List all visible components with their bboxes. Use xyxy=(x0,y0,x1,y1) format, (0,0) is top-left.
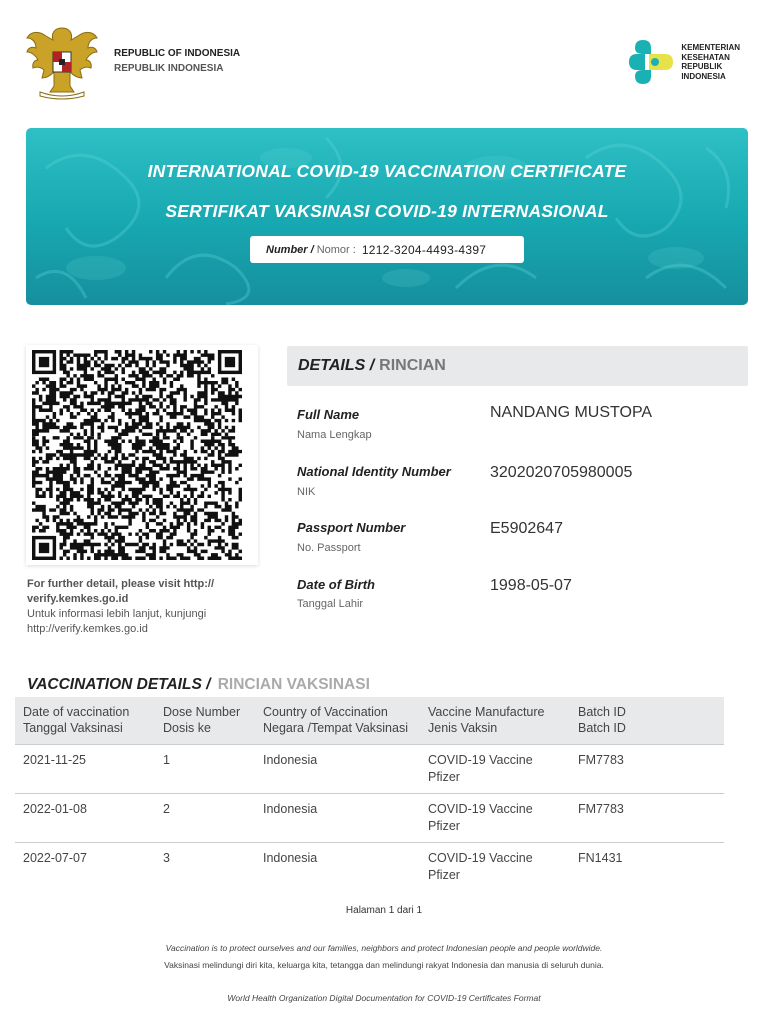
footer-message-id: Vaksinasi melindungi diri kita, keluarga kita, tetangga dan melindungi rakyat Indonesia dan manusia di seluruh dunia. xyxy=(164,960,604,970)
verify-note xyxy=(27,577,257,637)
dob-label: Date of Birth xyxy=(297,577,375,592)
number-label-id: Nomor : xyxy=(316,243,356,256)
cell-date: 2021-11-25 xyxy=(15,745,155,794)
cell-vaccine: COVID-19 Vaccine Pfizer xyxy=(420,745,570,794)
passport-value: E5902647 xyxy=(490,520,563,537)
vaccination-heading-en: VACCINATION DETAILS / xyxy=(27,676,211,693)
page-number: Halaman 1 dari 1 xyxy=(345,905,423,916)
vaccination-heading xyxy=(27,676,370,694)
ministry-line-4: INDONESIA xyxy=(681,71,726,81)
cell-dose: 3 xyxy=(163,851,170,865)
table-row xyxy=(15,794,724,843)
passport-label-id: No. Passport xyxy=(297,542,361,554)
cell-vaccine: COVID-19 Vaccine Pfizer xyxy=(428,851,533,882)
cell-dose: 2 xyxy=(155,794,255,843)
passport-label: Passport Number xyxy=(297,520,406,535)
who-format-note: World Health Organization Digital Documentation for COVID-19 Certificates Format xyxy=(227,993,541,1003)
col-country: Country of Vaccination Negara /Tempat Vaksinasi xyxy=(255,697,420,745)
number-label-en: Number / xyxy=(266,243,314,256)
garuda-emblem-icon xyxy=(24,22,100,100)
vaccination-heading-id: RINCIAN VAKSINASI xyxy=(217,676,370,693)
header-right xyxy=(625,36,740,88)
qr-code-icon[interactable] xyxy=(32,350,252,560)
ministry-line-3: REPUBLIK xyxy=(681,62,723,71)
col-batch: Batch ID Batch ID xyxy=(570,697,724,745)
ministry-line-2: KESEHATAN xyxy=(681,52,730,62)
qr-code-card xyxy=(26,345,258,565)
header-left xyxy=(24,22,240,100)
country-name-en: REPUBLIC OF INDONESIA xyxy=(114,48,241,59)
table-row xyxy=(15,843,724,892)
details-heading xyxy=(287,346,748,386)
cell-batch: FM7783 xyxy=(570,794,724,843)
certificate-title-en: INTERNATIONAL COVID-19 VACCINATION CERTIFICATE xyxy=(147,161,627,181)
vaccination-table xyxy=(15,697,724,892)
nik-label: National Identity Number xyxy=(297,464,451,479)
full-name-label-id: Nama Lengkap xyxy=(297,429,372,441)
cell-country: Indonesia xyxy=(263,851,318,865)
cell-vaccine: COVID-19 Vaccine Pfizer xyxy=(420,794,570,843)
details-heading-id: RINCIAN xyxy=(379,357,446,374)
nik-label-id: NIK xyxy=(297,486,316,498)
cell-date: 2022-01-08 xyxy=(15,794,155,843)
full-name-value: NANDANG MUSTOPA xyxy=(490,404,653,421)
cell-dose: 1 xyxy=(155,745,255,794)
col-date: Date of vaccination Tanggal Vaksinasi xyxy=(15,697,155,745)
certificate-banner xyxy=(26,128,748,305)
certificate-number: 1212-3204-4493-4397 xyxy=(361,242,487,257)
table-header-row xyxy=(15,697,724,745)
ministry-line-1: KEMENTERIAN xyxy=(681,43,740,52)
table-row xyxy=(15,745,724,794)
nik-value: 3202020705980005 xyxy=(490,464,633,481)
dob-value: 1998-05-07 xyxy=(490,577,572,594)
verify-note-en: For further detail, please visit http:// verify.kemkes.go.id xyxy=(27,578,215,605)
certificate-number-box xyxy=(250,236,524,263)
col-dose: Dose Number Dosis ke xyxy=(155,697,255,745)
verify-note-id: Untuk informasi lebih lanjut, kunjungi http://verify.kemkes.go.id xyxy=(27,608,207,635)
col-vaccine: Vaccine Manufacture Jenis Vaksin xyxy=(420,697,570,745)
details-heading-en: DETAILS / xyxy=(298,357,375,374)
kemkes-logo-icon xyxy=(625,36,677,88)
footer-message-en: Vaccination is to protect ourselves and our families, neighbors and protect Indonesian people and people worldwide. xyxy=(165,943,603,953)
cell-batch: FM7783 xyxy=(570,745,724,794)
certificate-title-id: SERTIFIKAT VAKSINASI COVID-19 INTERNASIONAL xyxy=(165,201,609,221)
country-name-id: REPUBLIK INDONESIA xyxy=(114,63,224,74)
cell-country: Indonesia xyxy=(255,745,420,794)
cell-country: Indonesia xyxy=(255,794,420,843)
dob-label-id: Tanggal Lahir xyxy=(297,598,364,610)
full-name-label: Full Name xyxy=(297,407,360,422)
cell-date: 2022-07-07 xyxy=(23,851,87,865)
cell-batch: FN1431 xyxy=(578,851,623,865)
